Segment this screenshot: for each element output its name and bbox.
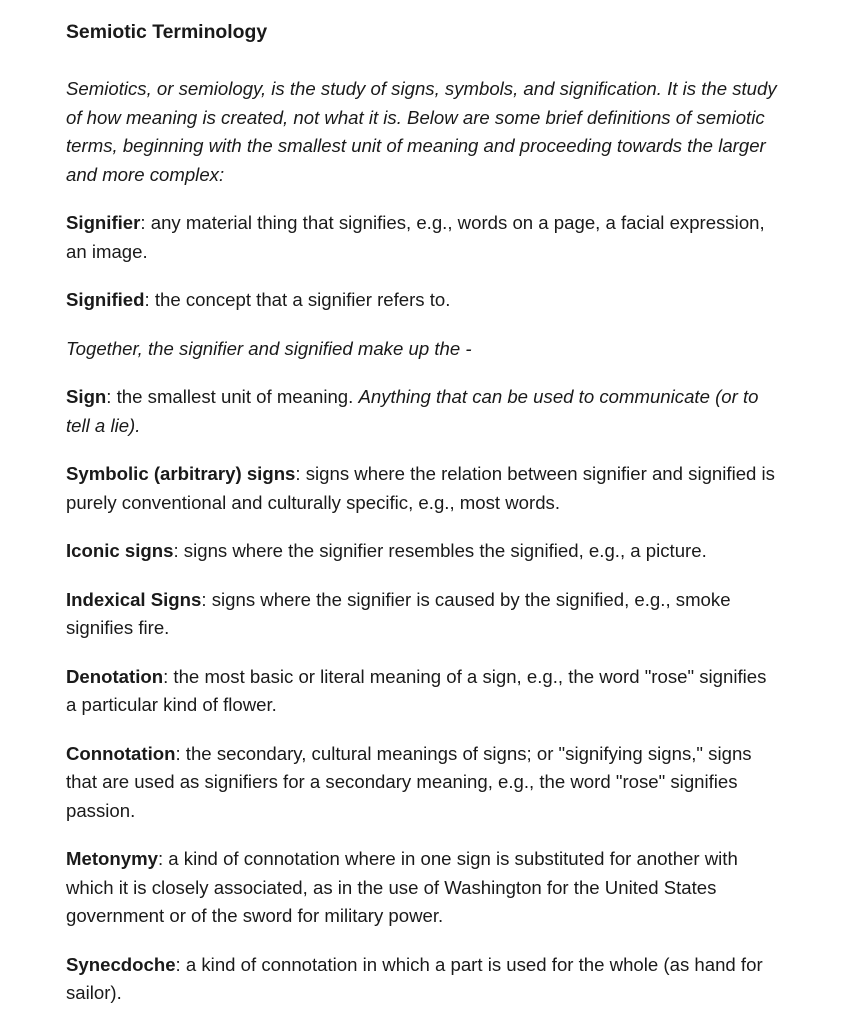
term-label-indexical-signs: Indexical Signs <box>66 588 202 610</box>
definition-symbolic-signs <box>66 460 777 517</box>
term-label-symbolic-signs: Symbolic (arbitrary) signs <box>66 463 296 484</box>
definition-text: : signs where the signifier resembles the signified, e.g., a picture. <box>173 540 707 561</box>
definition-text: : a kind of connotation in which a part is used for the whole (as hand for sailor). <box>66 953 763 1003</box>
definition-connotation <box>66 740 777 826</box>
definition-text: : the smallest unit of meaning. <box>106 386 359 407</box>
intro-paragraph: Semiotics, or semiology, is the study of signs, symbols, and signification. It is the study of how meaning is created, not what it is. Below are some brief definitions of semiotic terms, beginning with the smallest unit of meaning and proceeding towards the larger and more complex: <box>66 78 777 185</box>
definition-italic-text: Anything that can be used to communicate (or to tell a lie). <box>66 386 759 436</box>
definition-signified <box>66 286 777 315</box>
definition-synecdoche <box>66 951 777 1008</box>
definition-text: : any material thing that signifies, e.g., words on a page, a facial expression, an image. <box>66 212 765 262</box>
definition-text: : the most basic or literal meaning of a sign, e.g., the word "rose" signifies a particular kind of flower. <box>66 665 767 715</box>
together-note: Together, the signifier and signified make up the - <box>66 337 472 359</box>
term-label-signified: Signified <box>66 289 145 310</box>
definition-text: : signs where the relation between signifier and signified is purely conventional and culturally specific, e.g., most words. <box>66 463 775 513</box>
definition-text: : signs where the signifier is caused by the signified, e.g., smoke signifies fire. <box>66 588 731 638</box>
term-label-signifier: Signifier <box>66 212 141 233</box>
definition-text: : a kind of connotation where in one sign is substituted for another with which it is closely associated, as in the use of Washington for the United States government or of the sword for military power. <box>66 848 738 926</box>
term-label-sign: Sign <box>66 386 107 407</box>
definition-iconic-signs <box>66 537 777 566</box>
page-title: Semiotic Terminology <box>66 21 268 43</box>
definition-signifier <box>66 209 777 266</box>
definition-sign <box>66 383 777 440</box>
term-label-iconic-signs: Iconic signs <box>66 540 174 561</box>
definition-indexical-signs <box>66 586 777 643</box>
term-label-denotation: Denotation <box>66 665 164 687</box>
definition-text: : the concept that a signifier refers to. <box>144 289 451 310</box>
definition-text: : the secondary, cultural meanings of signs; or "signifying signs," signs that are used as signifiers for a secondary meaning, e.g., the word "rose" signifies passion. <box>66 742 752 821</box>
term-label-connotation: Connotation <box>66 742 176 764</box>
term-label-metonymy: Metonymy <box>66 848 158 869</box>
definition-metonymy <box>66 845 777 931</box>
definition-denotation <box>66 663 777 720</box>
term-label-synecdoche: Synecdoche <box>66 953 176 975</box>
